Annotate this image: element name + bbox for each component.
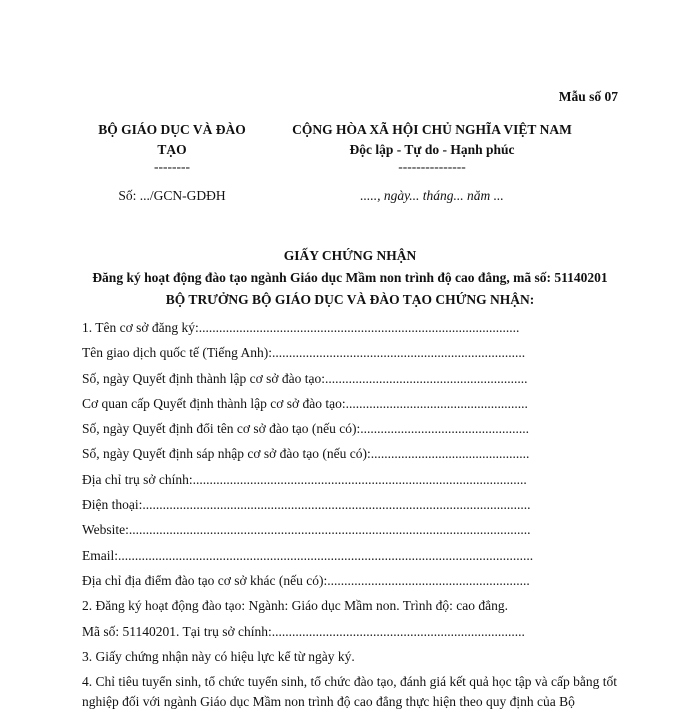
certify-statement: BỘ TRƯỞNG BỘ GIÁO DỤC VÀ ĐÀO TẠO CHỨNG NHẬN: — [165, 292, 535, 307]
certificate-title-block — [40, 245, 660, 311]
field-website: Website:....................................................................................................................... — [82, 522, 531, 538]
ministry-divider: -------- — [154, 159, 190, 174]
field-international-name: Tên giao dịch quốc tế (Tiếng Anh):........................................................................... — [82, 345, 526, 361]
ministry-name-line1: BỘ GIÁO DỤC VÀ ĐÀO — [98, 122, 246, 137]
field-email: Email:........................................................................................................................... — [82, 547, 534, 563]
field-establishment-decision: Số, ngày Quyết định thành lập cơ sở đào tạo:............................................................ — [82, 370, 528, 386]
ministry-block — [82, 120, 262, 174]
field-head-office-address: Địa chỉ trụ sở chính:................................................................................................... — [82, 471, 527, 487]
motto-divider: --------------- — [398, 159, 466, 174]
field-merger-decision: Số, ngày Quyết định sáp nhập cơ sở đào tạo (nếu có):............................................... — [82, 446, 530, 462]
field-rename-decision: Số, ngày Quyết định đổi tên cơ sở đào tạo (nếu có):.................................................. — [82, 421, 529, 437]
field-issuing-authority: Cơ quan cấp Quyết định thành lập cơ sở đào tạo:...................................................... — [82, 395, 528, 411]
form-number: Mẫu số 07 — [558, 89, 618, 104]
country-name: CỘNG HÒA XÃ HỘI CHỦ NGHĨA VIỆT NAM — [292, 122, 572, 137]
field-other-locations: Địa chỉ địa điểm đào tạo cơ sở khác (nếu có):............................................................ — [82, 572, 530, 588]
document-number: Số: .../GCN-GDĐH — [118, 188, 226, 203]
field-code-location: Mã số: 51140201. Tại trụ sở chính:........................................................................... — [82, 623, 525, 639]
field-validity: 3. Giấy chứng nhận này có hiệu lực kể từ ngày ký. — [82, 648, 355, 664]
ministry-name-line2: TẠO — [157, 142, 187, 157]
paragraph-enrollment-rules: 4. Chỉ tiêu tuyển sinh, tổ chức tuyển sinh, tổ chức đào tạo, đánh giá kết quả học tập và cấp bằng tốt nghiệp đối với ngành Giáo dục Mầm non trình độ cao đẳng thực hiện theo quy định của Bộ — [82, 674, 618, 710]
certificate-title: GIẤY CHỨNG NHẬN — [283, 248, 417, 263]
field-training-registration: 2. Đăng ký hoạt động đào tạo: Ngành: Giáo dục Mầm non. Trình độ: cao đẳng. — [82, 598, 508, 614]
form-body — [82, 318, 622, 718]
certificate-subtitle: Đăng ký hoạt động đào tạo ngành Giáo dục Mầm non trình độ cao đẳng, mã số: 51140201 — [92, 270, 608, 285]
document-date: ....., ngày... tháng... năm ... — [360, 188, 504, 203]
field-facility-name: 1. Tên cơ sở đăng ký:............................................................................................... — [82, 320, 520, 335]
national-motto: Độc lập - Tự do - Hạnh phúc — [349, 142, 515, 157]
field-phone: Điện thoại:................................................................................................................... — [82, 497, 531, 513]
national-title-block — [262, 120, 602, 174]
